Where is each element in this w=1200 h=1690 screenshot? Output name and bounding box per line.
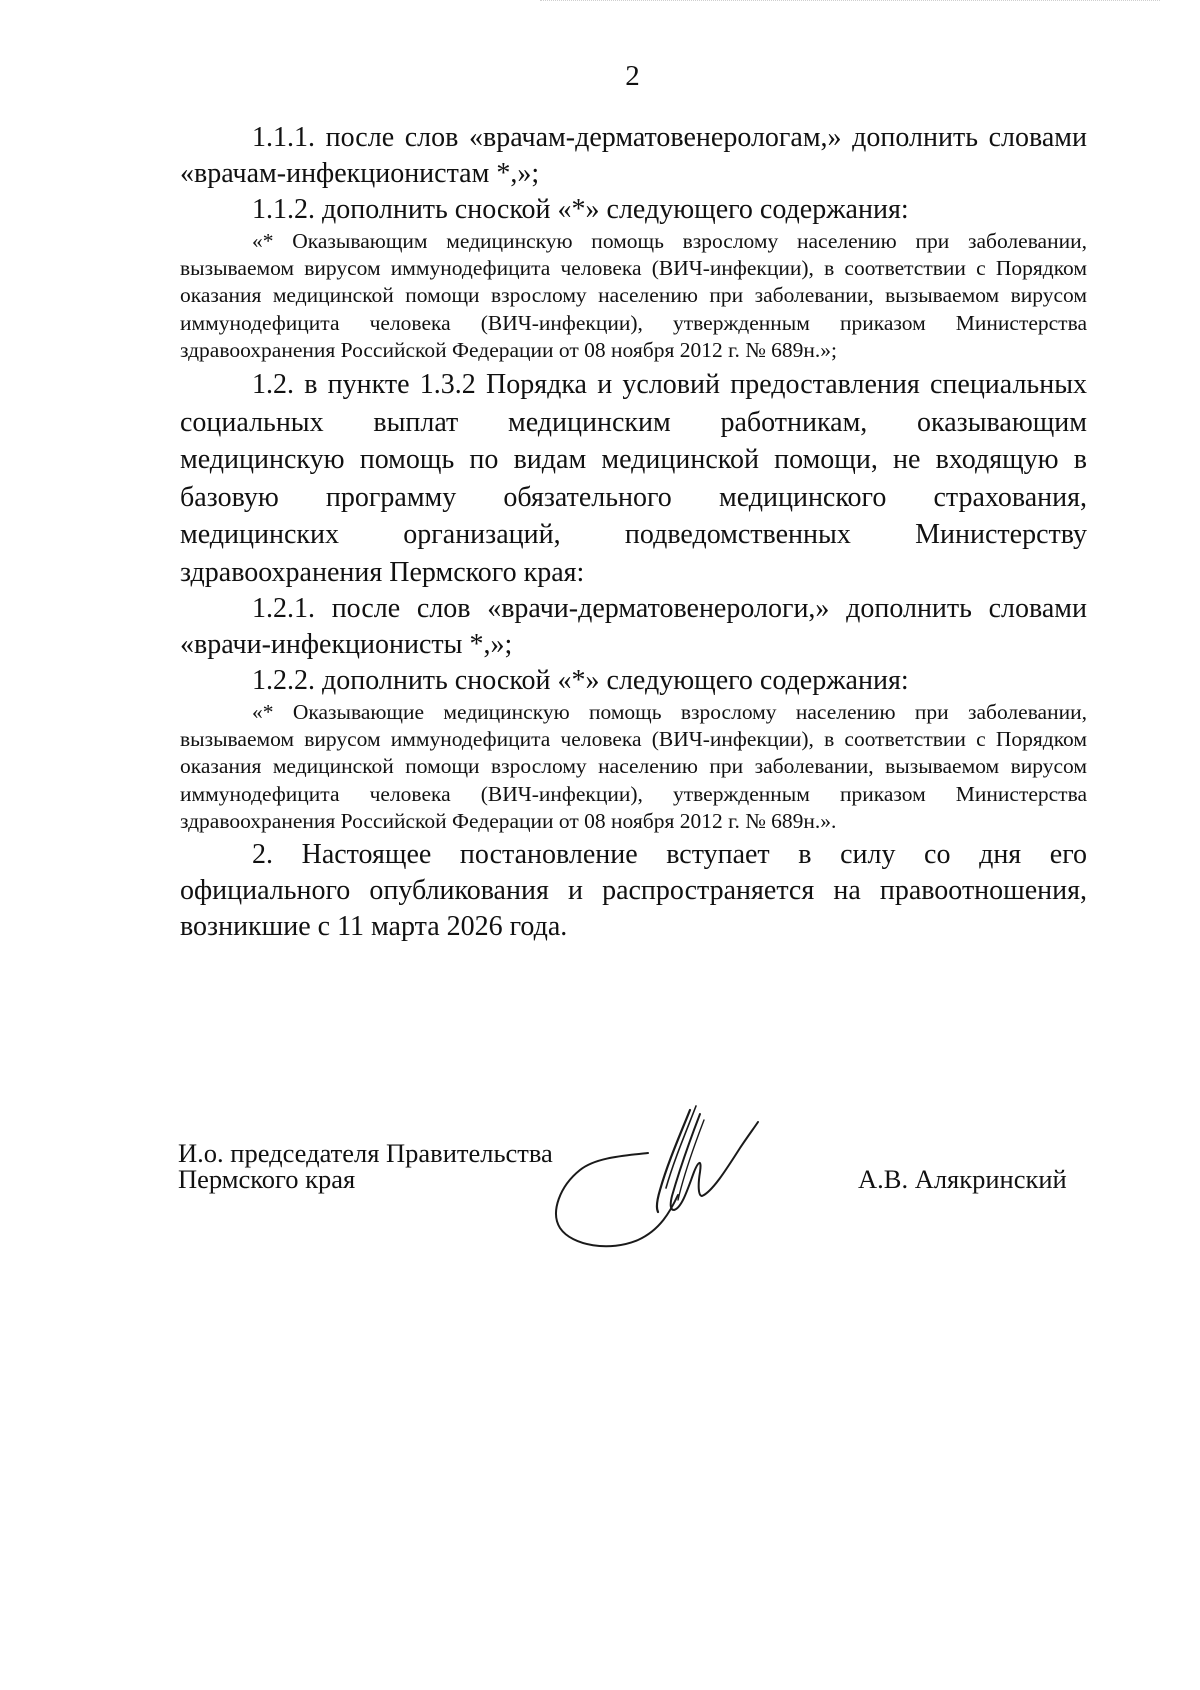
footnote-text-2: «* Оказывающие медицинскую помощь взрослому населению при заболевании, вызываемом вирусом иммунодефицита человека (ВИЧ-инфекции), в соответствии с Порядком оказания медицинской помощи взрослому населению при заболевании, вызываемом вирусом иммунодефицита человека (ВИЧ-инфекции), утвержденным приказом Министерства здравоохранения Российской Федерации от 08 ноября 2012 г. № 689н.». [180,700,1087,833]
paragraph-1-2: 1.2. в пункте 1.3.2 Порядка и условий предоставления специальных социальных выплат медицинским работникам, оказывающим медицинскую помощь по видам медицинской помощи, не входящую в базовую программу обязательного медицинского страхования, медицинских организаций, подведомственных Министерству здравоохранения Пермского края: [180,369,1087,588]
paragraph-1-1-1: 1.1.1. после слов «врачам-дерматовенерологам,» дополнить словами «врачам-инфекционистам *,»; [180,122,1087,189]
paragraph-1-2-2: 1.2.2. дополнить сноской «*» следующего содержания: [252,665,909,697]
signatory-position [178,1140,553,1192]
handwritten-signature [540,1100,800,1255]
signatory-position-line-1: И.о. председателя Правительства [178,1138,553,1168]
paragraph-1-1-2: 1.1.2. дополнить сноской «*» следующего содержания: [252,194,909,225]
page-number: 2 [625,60,640,92]
scan-artifact [540,0,1160,3]
paragraph-1-2-1: 1.2.1. после слов «врачи-дерматовенерологи,» дополнить словами «врачи-инфекционисты *,»; [180,593,1087,661]
paragraph-2: 2. Настоящее постановление вступает в силу со дня его официального опубликования и распространяется на правоотношения, возникшие с 11 марта 2026 года. [180,839,1087,943]
signatory-position-line-2: Пермского края [178,1164,356,1194]
signatory-name: А.В. Алякринский [858,1164,1067,1194]
footnote-text-1: «* Оказывающим медицинскую помощь взрослому населению при заболевании, вызываемом вирусом иммунодефицита человека (ВИЧ-инфекции), в соответствии с Порядком оказания медицинской помощи взрослому населению при заболевании, вызываемом вирусом иммунодефицита человека (ВИЧ-инфекции), утвержденным приказом Министерства здравоохранения Российской Федерации от 08 ноября 2012 г. № 689н.»; [180,229,1087,362]
document-body [180,120,1087,945]
